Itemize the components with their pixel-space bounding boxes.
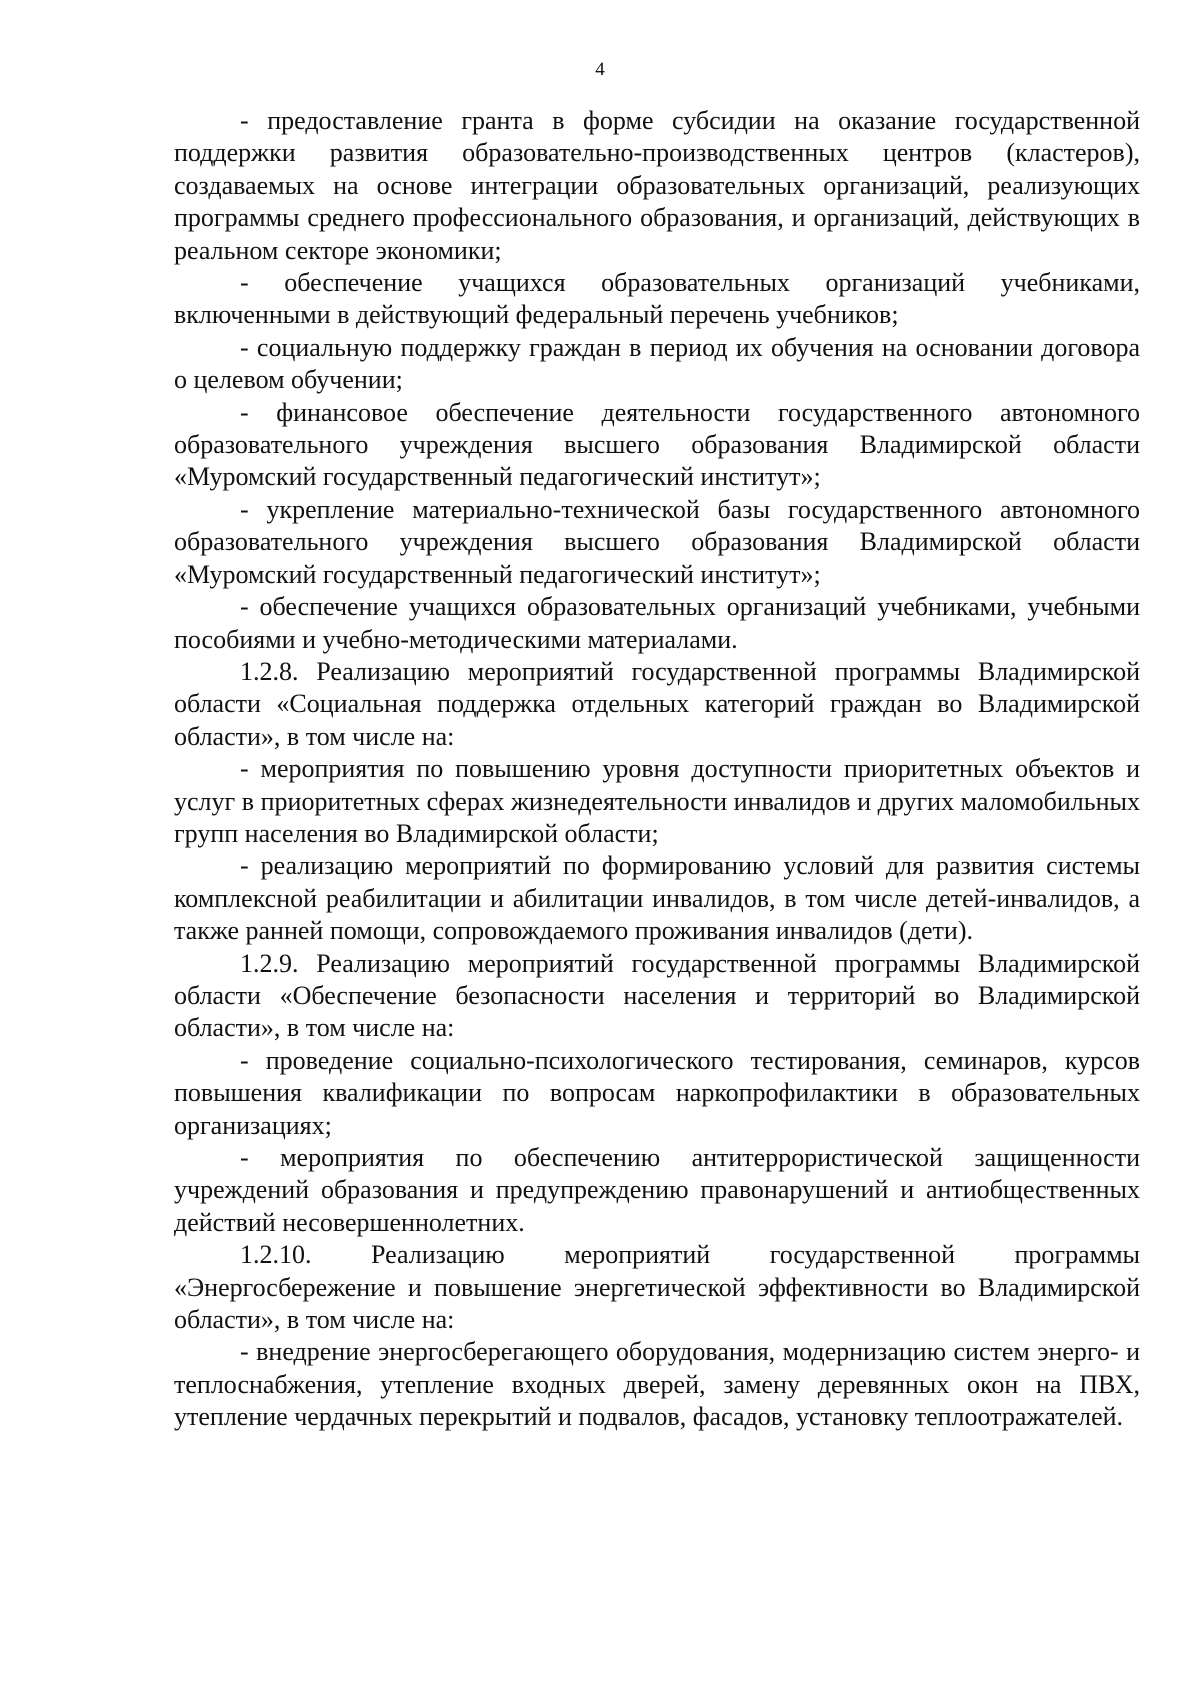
paragraph-energy-saving-equipment: - внедрение энергосберегающего оборудования, модернизацию систем энерго- и теплоснабжения, утепление входных дверей, замену деревянных окон на ПВХ, утепление чердачных перекрытий и подвалов, фасадов, установку теплоотражателей. (174, 1337, 1140, 1432)
page-number: 4 (595, 59, 605, 80)
paragraph-textbooks-federal-list: - обеспечение учащихся образовательных организаций учебниками, включенными в действующий федеральный перечень учебников; (174, 268, 1140, 330)
paragraph-material-base-institute: - укрепление материально-технической базы государственного автономного образовательного учреждения высшего образования Владимирской области «Муромский государственный педагогический институт»; (174, 494, 1140, 589)
paragraph-psychological-testing: - проведение социально-психологического тестирования, семинаров, курсов повышения квалификации по вопросам наркопрофилактики в образовательных организациях; (174, 1045, 1140, 1140)
paragraph-section-1-2-8: 1.2.8. Реализацию мероприятий государственной программы Владимирской области «Социальная поддержка отдельных категорий граждан во Владимирской области», в том числе на: (174, 656, 1140, 751)
paragraph-section-1-2-10: 1.2.10. Реализацию мероприятий государственной программы «Энергосбережение и повышение энергетической эффективности во Владимирской области», в том числе на: (174, 1240, 1140, 1335)
paragraph-section-1-2-9: 1.2.9. Реализацию мероприятий государственной программы Владимирской области «Обеспечение безопасности населения и территорий во Владимирской области», в том числе на: (174, 948, 1140, 1043)
paragraph-antiterrorism-measures: - мероприятия по обеспечению антитеррористической защищенности учреждений образования и предупреждению правонарушений и антиобщественных действий несовершеннолетних. (174, 1143, 1140, 1237)
document-body (174, 105, 1140, 1434)
paragraph-rehabilitation-measures: - реализацию мероприятий по формированию условий для развития системы комплексной реабилитации и абилитации инвалидов, в том числе детей-инвалидов, а также ранней помощи, сопровождаемого проживания инвалидов (дети). (174, 851, 1140, 946)
paragraph-accessibility-measures: - мероприятия по повышению уровня доступности приоритетных объектов и услуг в приоритетных сферах жизнедеятельности инвалидов и других маломобильных групп населения во Владимирской области; (174, 754, 1140, 848)
paragraph-social-support-students: - социальную поддержку граждан в период их обучения на основании договора о целевом обучении; (174, 332, 1140, 395)
paragraph-textbooks-materials: - обеспечение учащихся образовательных организаций учебниками, учебными пособиями и учебно-методическими материалами. (174, 592, 1140, 654)
paragraph-grant-subsidy: - предоставление гранта в форме субсидии на оказание государственной поддержки развития образовательно-производственных центров (кластеров), создаваемых на основе интеграции образовательных организаций, реализующих программы среднего профессионального образования, и организаций, действующих в реальном секторе экономики; (174, 106, 1140, 265)
paragraph-financial-support-institute: - финансовое обеспечение деятельности государственного автономного образовательного учреждения высшего образования Владимирской области «Муромский государственный педагогический институт»; (174, 397, 1140, 492)
